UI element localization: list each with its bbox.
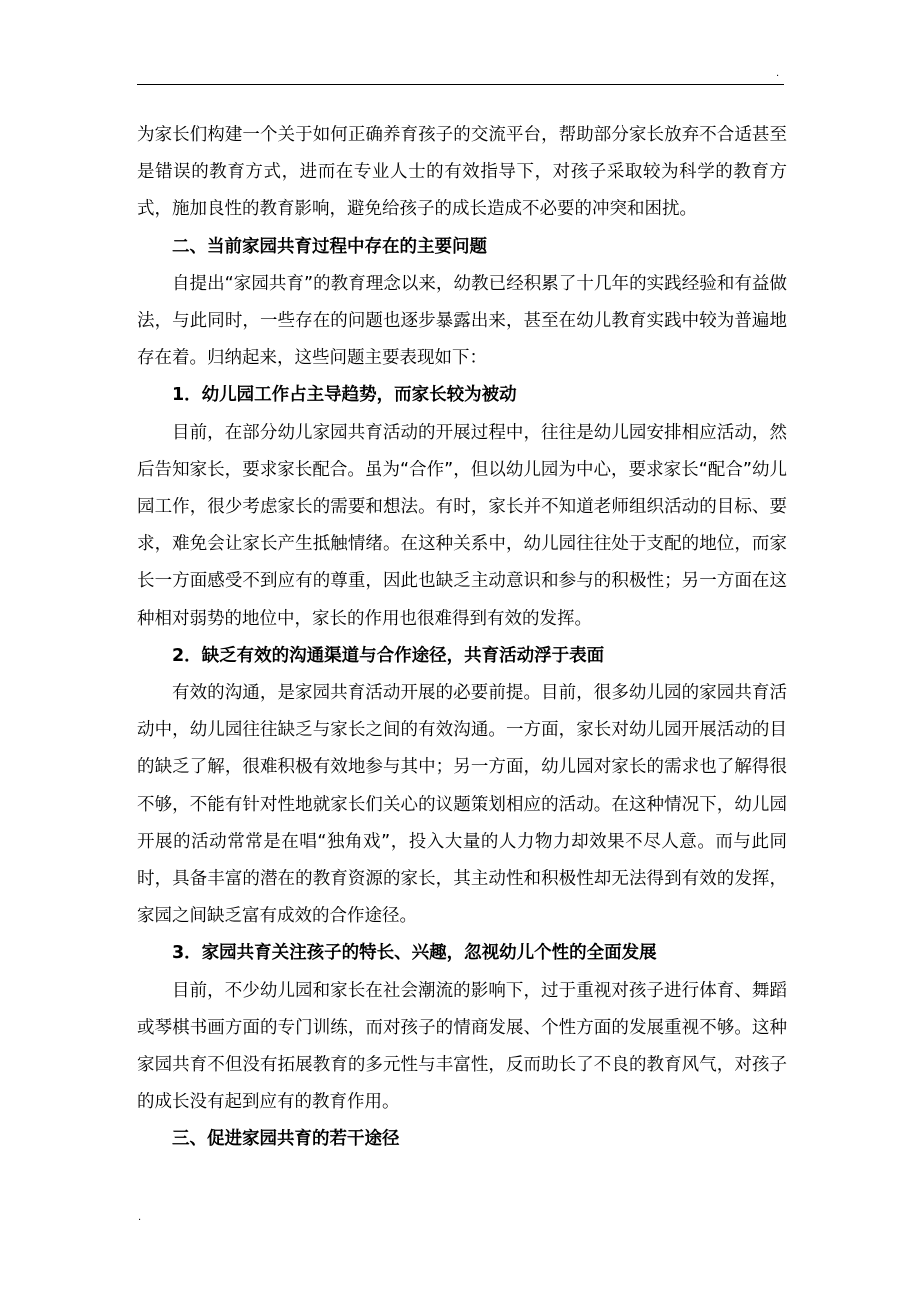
section-heading-2: 二、当前家园共育过程中存在的主要问题 bbox=[172, 236, 487, 257]
paragraph-problem-3: 目前，不少幼儿园和家长在社会潮流的影响下，过于重视对孩子进行体育、舞蹈或琴棋书画方面的专门训练，而对孩子的情商发展、个性方面的发展重视不够。这种家园共育不但没有拓展教育的多元性与丰富性，反而助长了不良的教育风气，对孩子的成长没有起到应有的教育作用。 bbox=[137, 980, 787, 1113]
subheading-1: 1．幼儿园工作占主导趋势，而家长较为被动 bbox=[172, 385, 517, 406]
subheading-3: 3．家园共育关注孩子的特长、兴趣，忽视幼儿个性的全面发展 bbox=[172, 943, 657, 964]
section-heading-3: 三、促进家园共育的若干途径 bbox=[172, 1129, 400, 1150]
paragraph-problem-2: 有效的沟通，是家园共育活动开展的必要前提。目前，很多幼儿园的家园共育活动中，幼儿园往往缺乏与家长之间的有效沟通。一方面，家长对幼儿园开展活动的目的缺乏了解，很难积极有效地参与其中；另一方面，幼儿园对家长的需求也了解得很不够，不能有针对性地就家长们关心的议题策划相应的活动。在这种情况下，幼儿园开展的活动常常是在唱“独角戏”，投入大量的人力物力却效果不尽人意。而与此同时，具备丰富的潜在的教育资源的家长，其主动性和积极性却无法得到有效的发挥，家园之间缺乏富有成效的合作途径。 bbox=[137, 683, 787, 927]
document-body bbox=[137, 117, 787, 1159]
paragraph-problem-1: 目前，在部分幼儿家园共育活动的开展过程中，往往是幼儿园安排相应活动，然后告知家长，要求家长配合。虽为“合作”，但以幼儿园为中心，要求家长“配合”幼儿园工作，很少考虑家长的需要和想法。有时，家长并不知道老师组织活动的目标、要求，难免会让家长产生抵触情绪。在这种关系中，幼儿园往往处于支配的地位，而家长一方面感受不到应有的尊重，因此也缺乏主动意识和参与的积极性；另一方面在这种相对弱势的地位中，家长的作用也很难得到有效的发挥。 bbox=[137, 422, 787, 629]
footer-mark: . bbox=[138, 1212, 142, 1223]
paragraph-continued: 为家长们构建一个关于如何正确养育孩子的交流平台，帮助部分家长放弃不合适甚至是错误的教育方式，进而在专业人士的有效指导下，对孩子采取较为科学的教育方式，施加良性的教育影响，避免给孩子的成长造成不必要的冲突和困扰。 bbox=[137, 125, 787, 220]
header-mark: . bbox=[776, 68, 780, 79]
paragraph-intro: 自提出“家园共育”的教育理念以来，幼教已经积累了十几年的实践经验和有益做法，与此同时，一些存在的问题也逐步暴露出来，甚至在幼儿教育实践中较为普遍地存在着。归纳起来，这些问题主要表现如下： bbox=[137, 273, 787, 369]
subheading-2: 2．缺乏有效的沟通渠道与合作途径，共育活动浮于表面 bbox=[172, 645, 605, 666]
header-rule bbox=[137, 84, 784, 85]
